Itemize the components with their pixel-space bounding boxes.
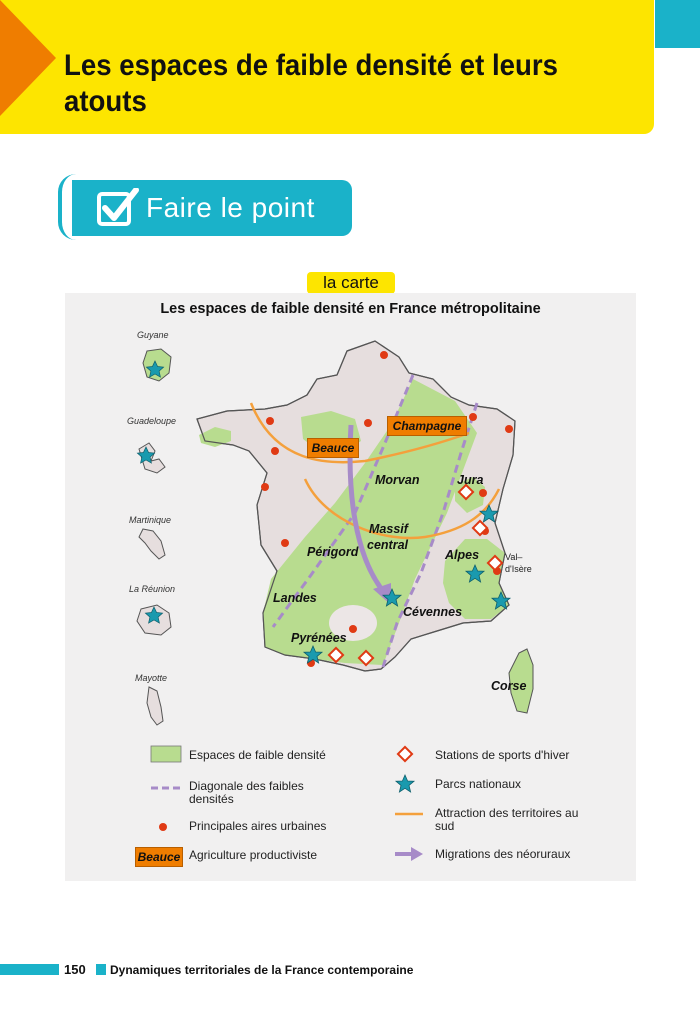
label-landes: Landes bbox=[273, 591, 317, 605]
urban-dot bbox=[469, 413, 477, 421]
legend-migration-label: Migrations des néoruraux bbox=[435, 847, 571, 861]
legend-diagonal-label: Diagonale des faibles densités bbox=[189, 779, 304, 806]
legend-low-density-label: Espaces de faible densité bbox=[189, 748, 326, 762]
label-disere: d'Isère bbox=[505, 564, 532, 574]
label-corse: Corse bbox=[491, 679, 527, 693]
legend-urban-dot bbox=[159, 823, 167, 831]
legend-ski-icon bbox=[398, 747, 412, 761]
urban-dot bbox=[505, 425, 513, 433]
urban-dot bbox=[349, 625, 357, 633]
urban-dot bbox=[271, 447, 279, 455]
footer-title: Dynamiques territoriales de la France contemporaine bbox=[110, 963, 414, 977]
section-banner bbox=[72, 180, 352, 236]
dom-guadeloupe bbox=[137, 443, 165, 473]
urban-dot bbox=[380, 351, 388, 359]
urban-dot bbox=[281, 539, 289, 547]
label-cevennes: Cévennes bbox=[403, 605, 463, 619]
legend-urban-label: Principales aires urbaines bbox=[189, 819, 327, 833]
dom-mayotte bbox=[147, 687, 163, 725]
legend-agriculture-label: Agriculture productiviste bbox=[189, 848, 318, 862]
badge-champagne: Champagne bbox=[387, 416, 467, 436]
footer-bar bbox=[0, 964, 59, 975]
urban-dot bbox=[266, 417, 274, 425]
dom-label-martinique: Martinique bbox=[129, 515, 172, 525]
badge-beauce: Beauce bbox=[307, 438, 359, 458]
label-jura: Jura bbox=[457, 473, 484, 487]
legend-low-density-swatch bbox=[151, 746, 181, 762]
label-alpes: Alpes bbox=[445, 548, 480, 562]
dom-martinique bbox=[139, 529, 165, 559]
urban-dot bbox=[479, 489, 487, 497]
dom-label-reunion: La Réunion bbox=[129, 584, 176, 594]
label-perigord: Périgord bbox=[307, 545, 359, 559]
label-val: Val– bbox=[505, 552, 523, 562]
label-morvan: Morvan bbox=[375, 473, 420, 487]
footer-square bbox=[96, 964, 106, 975]
map-title: Les espaces de faible densité en France métropolitaine bbox=[160, 301, 541, 317]
dom-reunion bbox=[137, 605, 171, 635]
map-tag: la carte bbox=[307, 272, 395, 294]
header-arrow-decoration bbox=[0, 0, 56, 116]
section-label: Faire le point bbox=[146, 192, 315, 223]
legend-agriculture-badge: Beauce bbox=[135, 847, 183, 867]
label-pyrenees: Pyrénées bbox=[291, 631, 347, 645]
legend-parks-label: Parcs nationaux bbox=[435, 777, 522, 791]
legend-ski-label: Stations de sports d'hiver bbox=[435, 748, 570, 762]
legend-park-star-icon bbox=[396, 775, 414, 792]
urban-dot bbox=[364, 419, 372, 427]
corner-tab-decoration bbox=[655, 0, 700, 48]
page-title: Les espaces de faible densité et leurs atouts bbox=[64, 49, 558, 118]
dom-guyane bbox=[143, 349, 171, 381]
legend-attraction-label: Attraction des territoires au sud bbox=[435, 806, 579, 833]
dom-label-guadeloupe: Guadeloupe bbox=[127, 416, 177, 426]
map-canvas bbox=[65, 293, 636, 881]
label-central: central bbox=[367, 538, 408, 552]
dom-label-mayotte: Mayotte bbox=[135, 673, 168, 683]
dom-label-guyane: Guyane bbox=[137, 330, 169, 340]
checkbox-check-icon bbox=[96, 188, 140, 228]
label-massif: Massif bbox=[369, 522, 408, 536]
legend-migration-arrowhead bbox=[411, 847, 423, 861]
page-number: 150 bbox=[64, 962, 86, 977]
urban-dot bbox=[261, 483, 269, 491]
map-panel bbox=[65, 293, 636, 881]
